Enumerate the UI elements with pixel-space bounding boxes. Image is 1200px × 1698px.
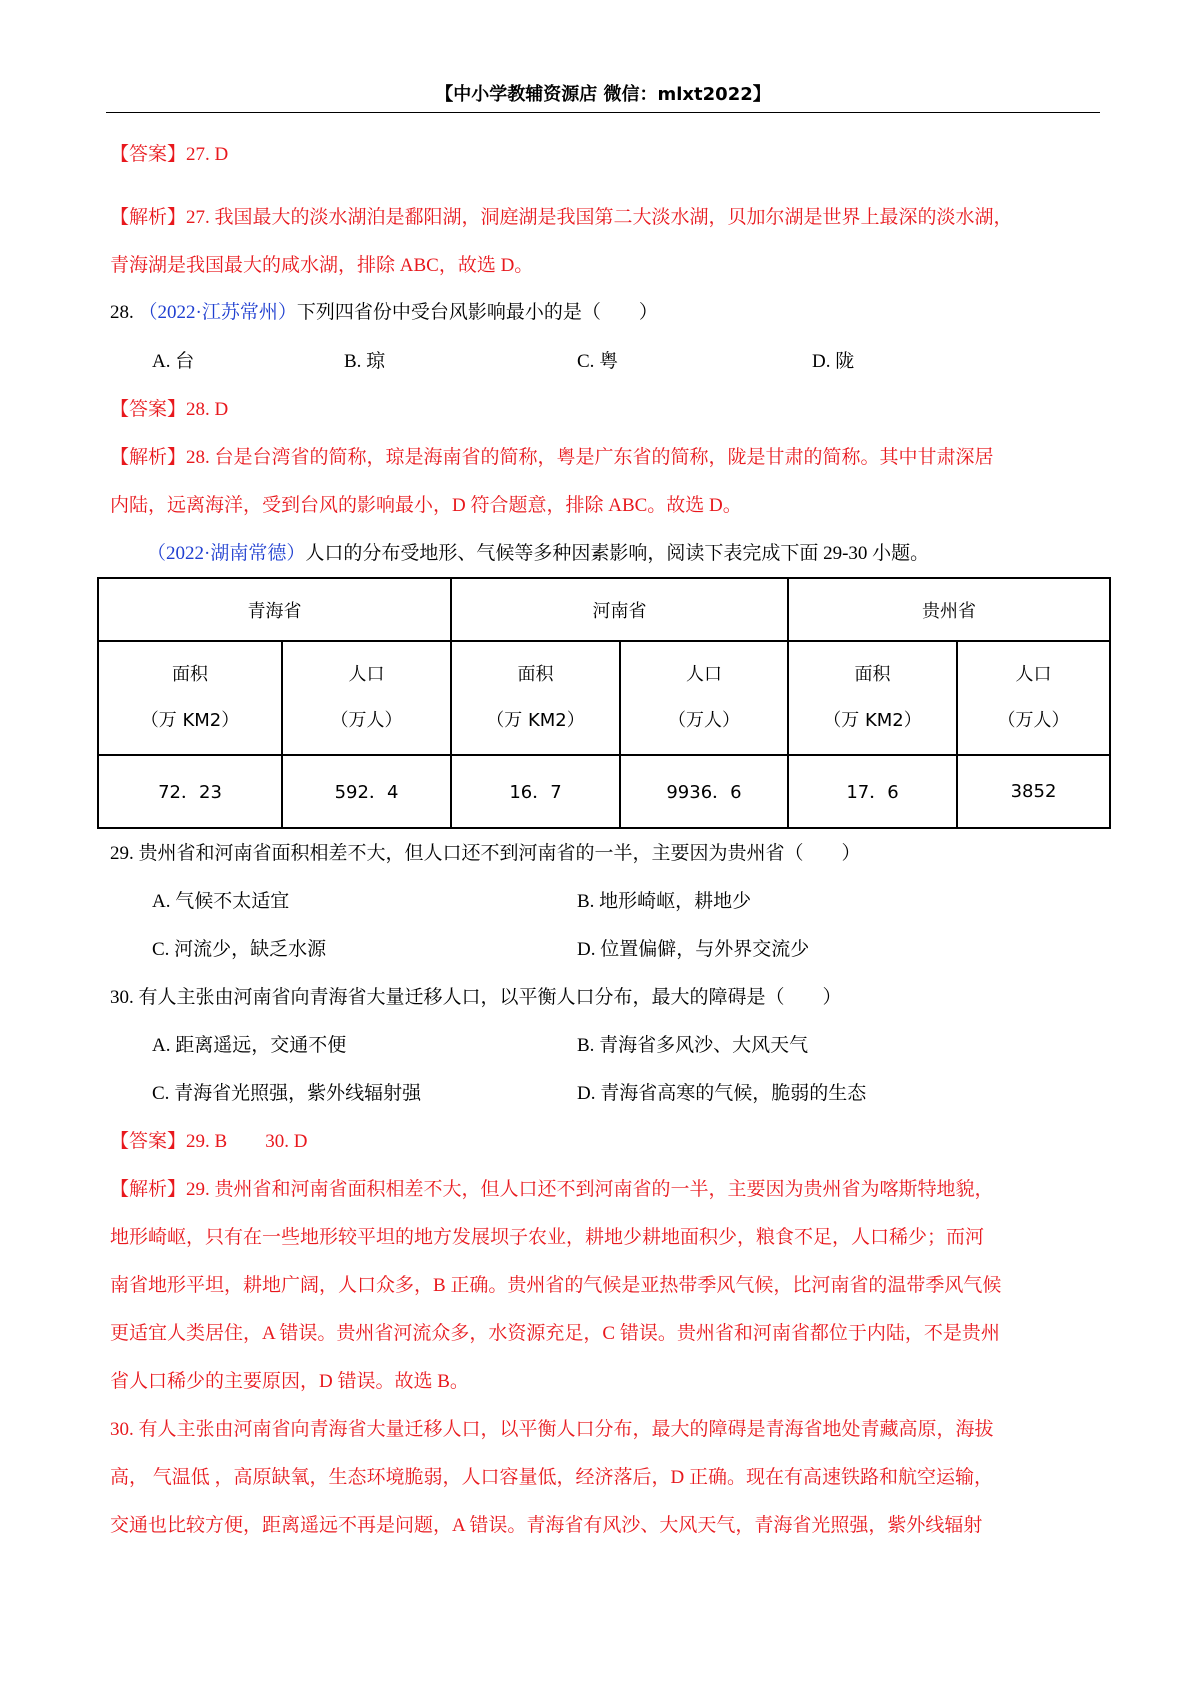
material-text: 人口的分布受地形、气候等多种因素影响，阅读下表完成下面 29-30 小题。 [305,543,930,564]
option-28-c: C. 粤 [577,351,619,372]
population-header: 人口 （万人） [620,641,788,755]
explanation-28-line-1 [110,445,994,471]
question-text: 下列四省份中受台风影响最小的是（ ） [296,302,658,323]
answer-value: 29. B 30. D [186,1131,308,1152]
question-number: 28. [110,302,134,323]
question-29: 29. 贵州省和河南省面积相差不大，但人口还不到河南省的一半，主要因为贵州省（ ） [110,843,861,864]
option-30-a: A. 距离遥远，交通不便 [152,1035,347,1056]
table-cell: 17．6 [788,755,957,828]
option-30-d: D. 青海省高寒的气候，脆弱的生态 [577,1083,867,1104]
option-28-a: A. 台 [152,351,195,372]
table-cell: 592．4 [282,755,451,828]
population-table [97,577,1111,829]
page-header: 【中小学教辅资源店 微信：mlxt2022】 [435,84,771,105]
explanation-30-line-3: 交通也比较方便，距离遥远不再是问题，A 错误。青海省有风沙、大风天气，青海省光照强，紫外线辐射 [110,1515,983,1536]
population-header: 人口 （万人） [957,641,1110,755]
option-29-d: D. 位置偏僻，与外界交流少 [577,939,810,960]
explanation-label: 【解析】 [110,447,187,468]
option-30-c: C. 青海省光照强，紫外线辐射强 [152,1083,422,1104]
answer-28 [110,397,228,423]
option-28-b: B. 琼 [344,351,386,372]
material-source: （2022·湖南常德） [147,543,306,564]
area-header: 面积 （万 KM2） [788,641,957,755]
province-header-guizhou: 贵州省 [788,578,1110,641]
question-30: 30. 有人主张由河南省向青海省大量迁移人口，以平衡人口分布，最大的障碍是（ ） [110,987,842,1008]
table-cell: 16．7 [451,755,620,828]
explanation-27-line-2: 青海湖是我国最大的咸水湖，排除 ABC，故选 D。 [110,255,534,276]
province-header-henan: 河南省 [451,578,788,641]
question-28 [110,300,658,326]
explanation-29-line-1 [110,1177,994,1203]
explanation-text: 28. 台是台湾省的简称，琼是海南省的简称，粤是广东省的简称，陇是甘肃的简称。其中甘肃深居 [186,447,994,468]
explanation-30-line-1: 30. 有人主张由河南省向青海省大量迁移人口，以平衡人口分布，最大的障碍是青海省地处青藏高原，海拔 [110,1419,994,1440]
explanation-28-line-2: 内陆，远离海洋，受到台风的影响最小，D 符合题意，排除 ABC。故选 D。 [110,495,742,516]
answer-value: 28. D [186,399,229,420]
explanation-30-line-2: 高， 气温低 ，高原缺氧，生态环境脆弱，人口容量低，经济落后，D 正确。现在有高速铁路和航空运输， [110,1467,993,1488]
area-header: 面积 （万 KM2） [98,641,282,755]
table-cell: 9936．6 [620,755,788,828]
answer-27 [110,142,228,168]
area-header: 面积 （万 KM2） [451,641,620,755]
explanation-29-line-2: 地形崎岖，只有在一些地形较平坦的地方发展坝子农业，耕地少耕地面积少，粮食不足，人口稀少；而河 [110,1227,985,1248]
option-28-d: D. 陇 [812,351,855,372]
explanation-text: 29. 贵州省和河南省面积相差不大，但人口还不到河南省的一半，主要因为贵州省为喀斯特地貌， [186,1179,994,1200]
option-29-c: C. 河流少，缺乏水源 [152,939,327,960]
option-29-b: B. 地形崎岖，耕地少 [577,891,752,912]
material-intro [147,541,929,567]
header-rule [106,112,1100,113]
answer-29-30 [110,1129,307,1155]
explanation-label: 【解析】 [110,1179,187,1200]
explanation-29-line-3: 南省地形平坦，耕地广阔，人口众多，B 正确。贵州省的气候是亚热带季风气候，比河南省的温带季风气候 [110,1275,1002,1296]
table-cell: 3852 [957,755,1110,828]
option-30-b: B. 青海省多风沙、大风天气 [577,1035,809,1056]
explanation-27-line-1 [110,205,1013,231]
table-cell: 72．23 [98,755,282,828]
explanation-29-line-5: 省人口稀少的主要原因，D 错误。故选 B。 [110,1371,469,1392]
population-header: 人口 （万人） [282,641,451,755]
answer-label: 【答案】 [110,144,187,165]
explanation-text: 27. 我国最大的淡水湖泊是鄱阳湖，洞庭湖是我国第二大淡水湖，贝加尔湖是世界上最深的淡水湖， [186,207,1013,228]
answer-value: 27. D [186,144,229,165]
answer-label: 【答案】 [110,399,187,420]
question-source: （2022·江苏常州） [138,302,297,323]
option-29-a: A. 气候不太适宜 [152,891,290,912]
explanation-label: 【解析】 [110,207,187,228]
answer-label: 【答案】 [110,1131,187,1152]
province-header-qinghai: 青海省 [98,578,451,641]
explanation-29-line-4: 更适宜人类居住，A 错误。贵州省河流众多，水资源充足，C 错误。贵州省和河南省都位于内陆，不是贵州 [110,1323,1000,1344]
